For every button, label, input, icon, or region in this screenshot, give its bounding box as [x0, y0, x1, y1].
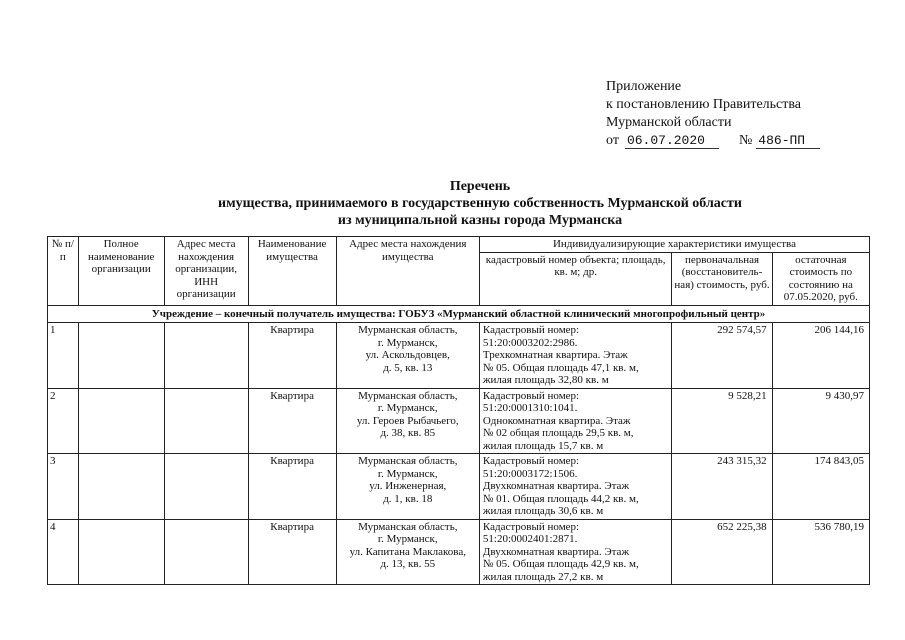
- institution-row: [48, 305, 870, 323]
- description-line: 51:20:0003202:2986.: [482, 336, 578, 349]
- table-row: [48, 519, 870, 585]
- property-name-cell: Квартира: [248, 323, 336, 389]
- cadastral-description-cell: [479, 388, 671, 454]
- property-name-cell: Квартира: [248, 454, 336, 520]
- address-line: г. Мурманск,: [377, 336, 438, 349]
- initial-cost-cell: 652 225,38: [672, 519, 772, 585]
- col-property-name-header: Наименование имущества: [248, 237, 336, 306]
- property-address-cell: [336, 519, 479, 585]
- description-line: жилая площадь 32,80 кв. м: [482, 374, 609, 386]
- description-line: № 05. Общая площадь 47,1 кв. м,: [482, 361, 639, 374]
- address-line: г. Мурманск,: [377, 402, 438, 414]
- col-residual-cost-header: остаточная стоимость по состоянию на 07.05.2020, руб.: [772, 252, 869, 305]
- appendix-resolution-line: к постановлению Правительства: [606, 97, 802, 112]
- description-line: Кадастровый номер:: [482, 520, 580, 533]
- row-number-cell: 4: [48, 519, 79, 585]
- address-line: д. 38, кв. 85: [380, 427, 436, 439]
- address-line: ул. Аскольдовцев,: [365, 349, 450, 361]
- table-body: [48, 305, 870, 585]
- col-org-address-header: Адрес места нахождения организации, ИНН организации: [164, 237, 248, 306]
- address-line: Мурманская область,: [358, 520, 458, 533]
- residual-cost-cell: 536 780,19: [772, 519, 869, 585]
- org-name-cell: [78, 454, 164, 520]
- cadastral-description-cell: [479, 519, 671, 585]
- row-number-cell: 2: [48, 388, 79, 454]
- org-name-cell: [78, 323, 164, 389]
- document-title: [0, 178, 905, 229]
- description-line: № 01. Общая площадь 44,2 кв. м,: [482, 492, 639, 505]
- description-line: жилая площадь 15,7 кв. м: [482, 439, 604, 452]
- appendix-block: [606, 78, 866, 150]
- address-line: ул. Инженерная,: [369, 480, 447, 492]
- description-line: 51:20:0002401:2871.: [482, 533, 578, 545]
- description-line: Двухкомнатная квартира. Этаж: [482, 480, 630, 492]
- number-sign: №: [738, 133, 753, 148]
- address-line: д. 5, кв. 13: [383, 361, 433, 374]
- residual-cost-cell: 206 144,16: [772, 323, 869, 389]
- cadastral-description-cell: [479, 454, 671, 520]
- title-line-2: имущества, принимаемого в государственную собственность Мурманской области: [218, 196, 742, 211]
- address-line: ул. Героев Рыбачьего,: [356, 414, 459, 427]
- col-group-header: Индивидуализирующие характеристики имущества: [479, 237, 869, 253]
- resolution-date: 06.07.2020: [625, 133, 719, 149]
- row-number-cell: 3: [48, 454, 79, 520]
- description-line: Трехкомнатная квартира. Этаж: [482, 349, 628, 361]
- address-line: Мурманская область,: [358, 455, 458, 467]
- property-address-cell: [336, 454, 479, 520]
- title-line-1: Перечень: [449, 179, 511, 194]
- appendix-title: Приложение: [606, 79, 682, 94]
- address-line: д. 1, кв. 18: [383, 492, 433, 505]
- description-line: 51:20:0003172:1506.: [482, 467, 578, 480]
- col-cadastral-header: кадастровый номер объекта; площадь, кв. м; др.: [479, 252, 671, 305]
- description-line: Кадастровый номер:: [482, 324, 580, 336]
- table-row: [48, 323, 870, 389]
- org-name-cell: [78, 388, 164, 454]
- cadastral-description-cell: [479, 323, 671, 389]
- address-line: г. Мурманск,: [377, 467, 438, 480]
- address-line: г. Мурманск,: [377, 533, 438, 545]
- title-line-3: из муниципальной казны города Мурманска: [337, 213, 623, 228]
- header-row-1: [48, 237, 870, 253]
- description-line: Кадастровый номер:: [482, 389, 580, 402]
- property-address-cell: [336, 323, 479, 389]
- description-line: № 05. Общая площадь 42,9 кв. м,: [482, 558, 639, 570]
- property-address-cell: [336, 388, 479, 454]
- table-row: [48, 454, 870, 520]
- org-address-cell: [164, 323, 248, 389]
- description-line: Однокомнатная квартира. Этаж: [482, 414, 631, 427]
- table-row: [48, 388, 870, 454]
- org-address-cell: [164, 388, 248, 454]
- initial-cost-cell: 243 315,32: [672, 454, 772, 520]
- row-number-cell: 1: [48, 323, 79, 389]
- residual-cost-cell: 9 430,97: [772, 388, 869, 454]
- org-name-cell: [78, 519, 164, 585]
- address-line: ул. Капитана Маклакова,: [349, 545, 466, 558]
- col-org-name-header: Полное наименование организации: [78, 237, 164, 306]
- residual-cost-cell: 174 843,05: [772, 454, 869, 520]
- description-line: Двухкомнатная квартира. Этаж: [482, 545, 630, 558]
- address-line: Мурманская область,: [358, 324, 458, 336]
- from-label: от: [606, 133, 619, 148]
- description-line: 51:20:0001310:1041.: [482, 402, 578, 414]
- col-property-address-header: Адрес места нахождения имущества: [336, 237, 479, 306]
- org-address-cell: [164, 454, 248, 520]
- resolution-number: 486-ПП: [756, 133, 820, 149]
- address-line: Мурманская область,: [358, 389, 458, 402]
- description-line: жилая площадь 30,6 кв. м: [482, 505, 604, 517]
- description-line: жилая площадь 27,2 кв. м: [482, 570, 604, 583]
- col-num-header: № п/п: [48, 237, 79, 306]
- org-address-cell: [164, 519, 248, 585]
- initial-cost-cell: 292 574,57: [672, 323, 772, 389]
- address-line: д. 13, кв. 55: [380, 558, 436, 570]
- description-line: Кадастровый номер:: [482, 455, 580, 467]
- property-table: [47, 236, 870, 585]
- description-line: № 02 общая площадь 29,5 кв. м,: [482, 427, 634, 439]
- property-name-cell: Квартира: [248, 519, 336, 585]
- property-name-cell: Квартира: [248, 388, 336, 454]
- initial-cost-cell: 9 528,21: [672, 388, 772, 454]
- appendix-region-line: Мурманской области: [606, 115, 732, 130]
- col-initial-cost-header: первоначальная (восстановитель-ная) стоимость, руб.: [672, 252, 772, 305]
- appendix-date-line: [606, 132, 866, 150]
- institution-cell: Учреждение – конечный получатель имущества: ГОБУЗ «Мурманский областной клинический многопрофильный центр»: [48, 305, 870, 323]
